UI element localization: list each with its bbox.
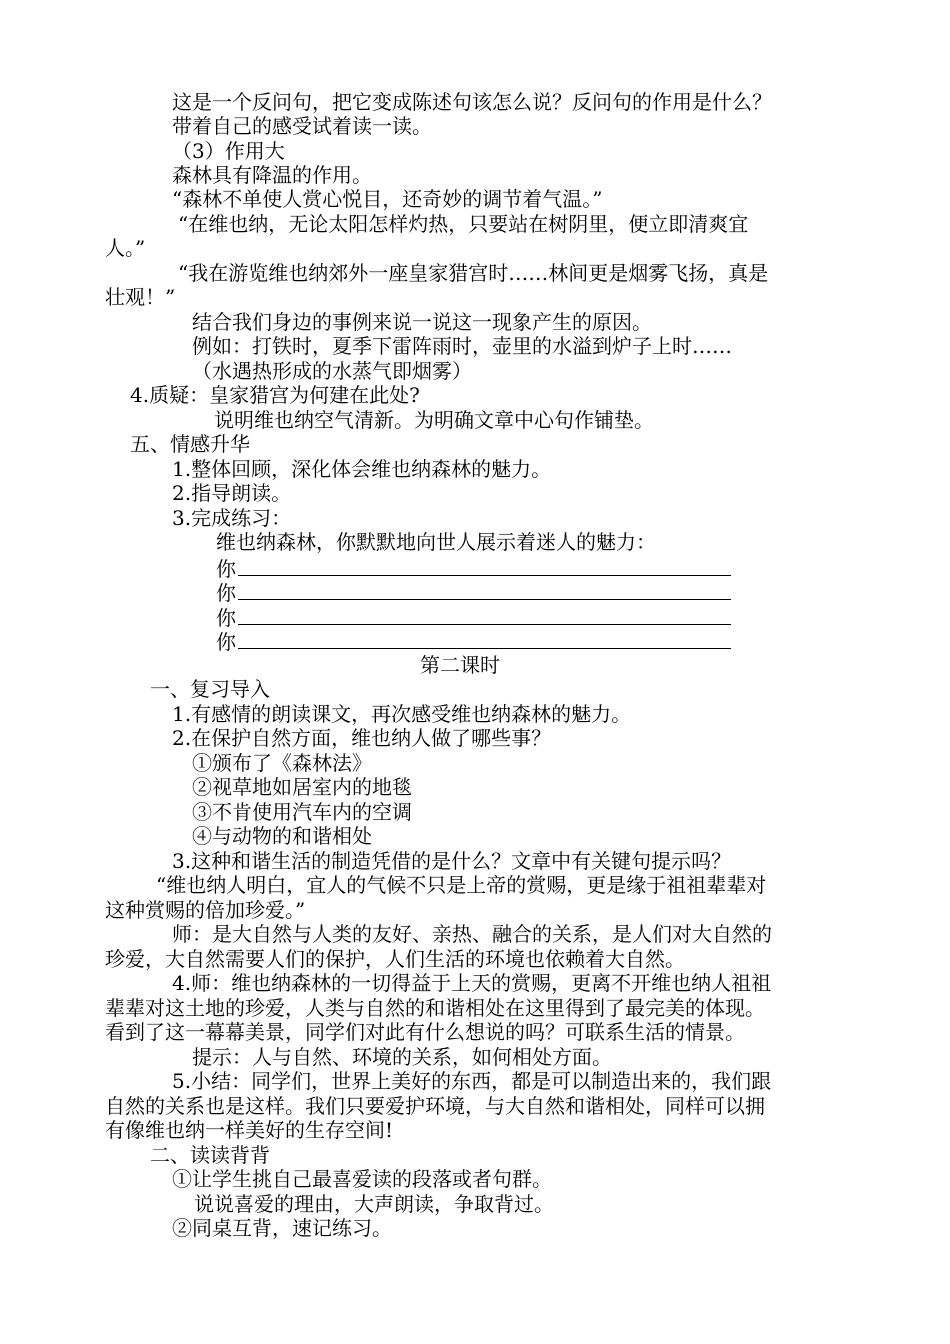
blank-underline[interactable] bbox=[238, 628, 731, 649]
paragraph-line: 结合我们身边的事例来说一说这一现象产生的原因。 bbox=[192, 310, 652, 334]
paragraph-line: 看到了这一幕幕美景，同学们对此有什么想说的吗？可联系生活的情景。 bbox=[105, 1020, 745, 1044]
blank-underline[interactable] bbox=[238, 579, 731, 600]
paragraph-line: 5.小结：同学们，世界上美好的东西，都是可以制造出来的，我们跟 bbox=[172, 1069, 772, 1093]
section-heading: 二、读读背背 bbox=[150, 1143, 270, 1167]
quote-line: 这种赏赐的倍加珍爱。” bbox=[105, 898, 306, 922]
list-item: 1.整体回顾，深化体会维也纳森林的魅力。 bbox=[172, 457, 552, 481]
exercise-blank-line bbox=[216, 555, 731, 581]
blank-prefix: 你 bbox=[216, 606, 236, 630]
exercise-blank-line bbox=[216, 604, 731, 630]
quote-line: 人。” bbox=[105, 236, 146, 260]
blank-underline[interactable] bbox=[238, 604, 731, 625]
quote-line: “森林不单使人赏心悦目，还奇妙的调节着气温。” bbox=[172, 187, 603, 211]
list-item: ①颁布了《森林法》 bbox=[192, 751, 372, 775]
quote-line: 壮观！” bbox=[105, 285, 176, 309]
paragraph-line: 珍爱，大自然需要人们的保护，人们生活的环境也依赖着大自然。 bbox=[105, 947, 685, 971]
list-item: 2.指导朗读。 bbox=[172, 481, 292, 505]
paragraph-line: 说说喜爱的理由，大声朗读，争取背过。 bbox=[194, 1192, 554, 1216]
list-item: 3.完成练习： bbox=[172, 506, 292, 530]
blank-prefix: 你 bbox=[216, 581, 236, 605]
paragraph-line: 有像维也纳一样美好的生存空间! bbox=[105, 1118, 394, 1142]
paragraph-line: 师：是大自然与人类的友好、亲热、融合的关系，是人们对大自然的 bbox=[172, 922, 772, 946]
lesson-heading: 第二课时 bbox=[420, 653, 500, 677]
blank-underline[interactable] bbox=[238, 555, 731, 576]
list-item: ②视草地如居室内的地毯 bbox=[192, 775, 412, 799]
blank-prefix: 你 bbox=[216, 630, 236, 654]
paragraph-line: 例如：打铁时，夏季下雷阵雨时，壶里的水溢到炉子上时…… bbox=[192, 334, 732, 358]
paragraph-line: 这是一个反问句，把它变成陈述句该怎么说？反问句的作用是什么？ bbox=[172, 90, 772, 114]
exercise-prompt: 维也纳森林，你默默地向世人展示着迷人的魅力： bbox=[216, 530, 656, 554]
list-item: ①让学生挑自己最喜爱读的段落或者句群。 bbox=[172, 1167, 552, 1191]
paragraph-line: 森林具有降温的作用。 bbox=[172, 163, 372, 187]
list-item: 3.这种和谐生活的制造凭借的是什么？文章中有关键句提示吗？ bbox=[172, 849, 732, 873]
paragraph-line: 4.师：维也纳森林的一切得益于上天的赏赐，更离不开维也纳人祖祖 bbox=[172, 971, 772, 995]
list-item: ②同桌互背，速记练习。 bbox=[172, 1216, 392, 1240]
blank-prefix: 你 bbox=[216, 557, 236, 581]
quote-line: “我在游览维也纳郊外一座皇家猎宫时……林间更是烟雾飞扬，真是 bbox=[178, 261, 769, 285]
subsection-heading: （3）作用大 bbox=[172, 139, 285, 163]
paragraph-line: 自然的关系也是这样。我们只要爱护环境，与大自然和谐相处，同样可以拥 bbox=[105, 1094, 765, 1118]
quote-line: “在维也纳，无论太阳怎样灼热，只要站在树阴里，便立即清爽宜 bbox=[178, 212, 749, 236]
section-heading: 一、复习导入 bbox=[150, 677, 270, 701]
exercise-blank-line bbox=[216, 579, 731, 605]
quote-line: “维也纳人明白，宜人的气候不只是上帝的赏赐，更是缘于祖祖辈辈对 bbox=[156, 873, 767, 897]
paragraph-line: 辈辈对这土地的珍爱，人类与自然的和谐相处在这里得到了最完美的体现。 bbox=[105, 996, 765, 1020]
paragraph-line: 说明维也纳空气清新。为明确文章中心句作铺垫。 bbox=[214, 408, 654, 432]
paragraph-line: 提示：人与自然、环境的关系，如何相处方面。 bbox=[192, 1045, 612, 1069]
list-item: ④与动物的和谐相处 bbox=[192, 824, 372, 848]
exercise-blank-line bbox=[216, 628, 731, 654]
list-item: 2.在保护自然方面，维也纳人做了哪些事？ bbox=[172, 726, 552, 750]
section-heading: 五、情感升华 bbox=[130, 432, 250, 456]
list-item: 1.有感情的朗读课文，再次感受维也纳森林的魅力。 bbox=[172, 702, 632, 726]
list-item: ③不肯使用汽车内的空调 bbox=[192, 800, 412, 824]
list-item: 4.质疑：皇家猎宫为何建在此处? bbox=[130, 383, 420, 407]
paragraph-line: （水遇热形成的水蒸气即烟雾） bbox=[192, 359, 472, 383]
paragraph-line: 带着自己的感受试着读一读。 bbox=[172, 114, 432, 138]
